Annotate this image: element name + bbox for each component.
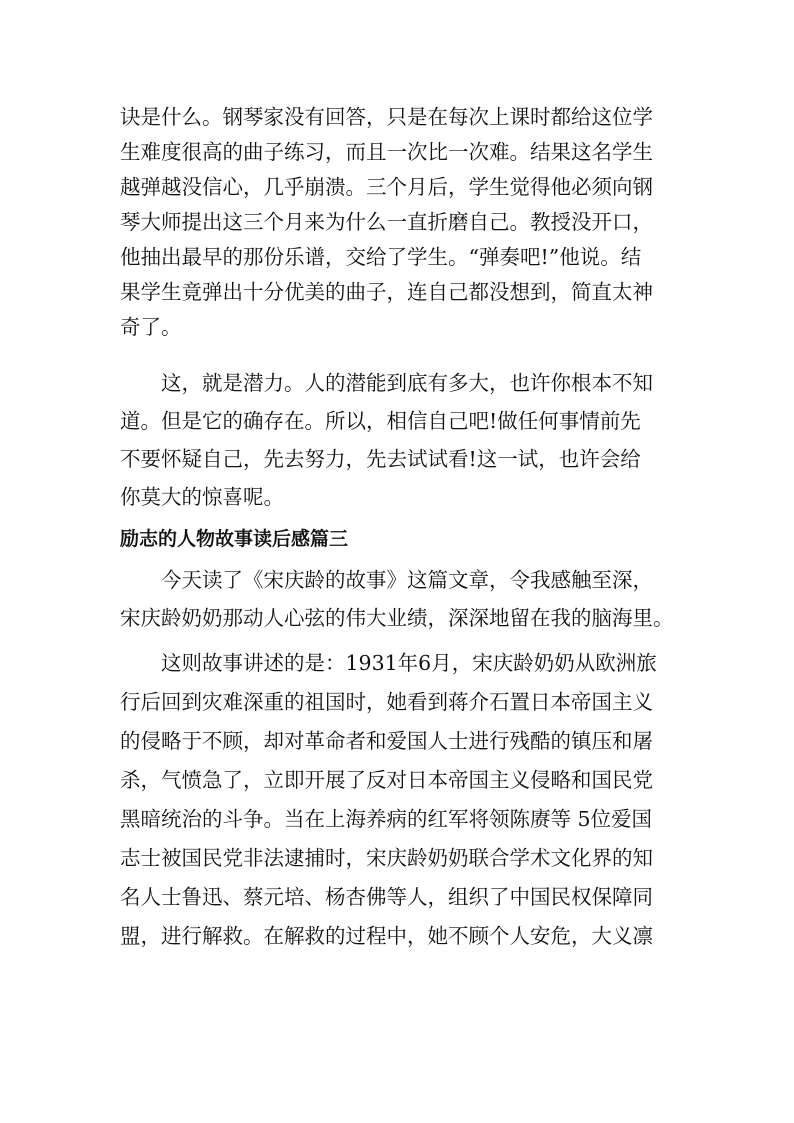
paragraph-line: 越弹越没信心，几乎崩溃。三个月后，学生觉得他必须向钢 [120, 175, 653, 199]
paragraph-line: 道。但是它的确存在。所以，相信自己吧!做任何事情前先 [120, 409, 641, 433]
paragraph-line: 这则故事讲述的是：1931年6月，宋庆龄奶奶从欧洲旅 [161, 651, 657, 675]
section-heading: 励志的人物故事读后感篇三 [120, 528, 349, 550]
paragraph-line: 志士被国民党非法逮捕时，宋庆龄奶奶联合学术文化界的知 [120, 846, 653, 870]
paragraph-line: 他抽出最早的那份乐谱，交给了学生。“弹奏吧!”他说。结 [120, 245, 642, 269]
paragraph-line: 琴大师提出这三个月来为什么一直折磨自己。教授没开口， [120, 210, 653, 234]
paragraph-line: 奇了。 [120, 315, 182, 339]
paragraph-line: 杀，气愤急了，立即开展了反对日本帝国主义侵略和国民党 [120, 768, 653, 792]
paragraph-line: 名人士鲁迅、蔡元培、杨杏佛等人，组织了中国民权保障同 [120, 885, 653, 909]
paragraph-line: 你莫大的惊喜呢。 [120, 485, 284, 509]
paragraph-line: 今天读了《宋庆龄的故事》这篇文章，令我感触至深， [161, 568, 653, 592]
paragraph-line: 诀是什么。钢琴家没有回答，只是在每次上课时都给这位学 [120, 105, 653, 129]
paragraph-line: 黑暗统治的斗争。当在上海养病的红军将领陈赓等 5位爱国 [120, 807, 653, 831]
paragraph-line: 生难度很高的曲子练习，而且一次比一次难。结果这名学生 [120, 140, 653, 164]
paragraph-line: 这，就是潜力。人的潜能到底有多大，也许你根本不知 [161, 371, 653, 395]
paragraph-line: 的侵略于不顾，却对革命者和爱国人士进行残酷的镇压和屠 [120, 729, 653, 753]
paragraph-line: 行后回到灾难深重的祖国时，她看到蒋介石置日本帝国主义 [120, 690, 653, 714]
paragraph-line: 不要怀疑自己，先去努力，先去试试看!这一试，也许会给 [120, 447, 641, 471]
paragraph-line: 盟，进行解救。在解救的过程中，她不顾个人安危，大义凛 [120, 924, 653, 948]
paragraph-line: 宋庆龄奶奶那动人心弦的伟大业绩，深深地留在我的脑海里。 [120, 606, 674, 630]
paragraph-line: 果学生竟弹出十分优美的曲子，连自己都没想到，简直太神 [120, 280, 653, 304]
